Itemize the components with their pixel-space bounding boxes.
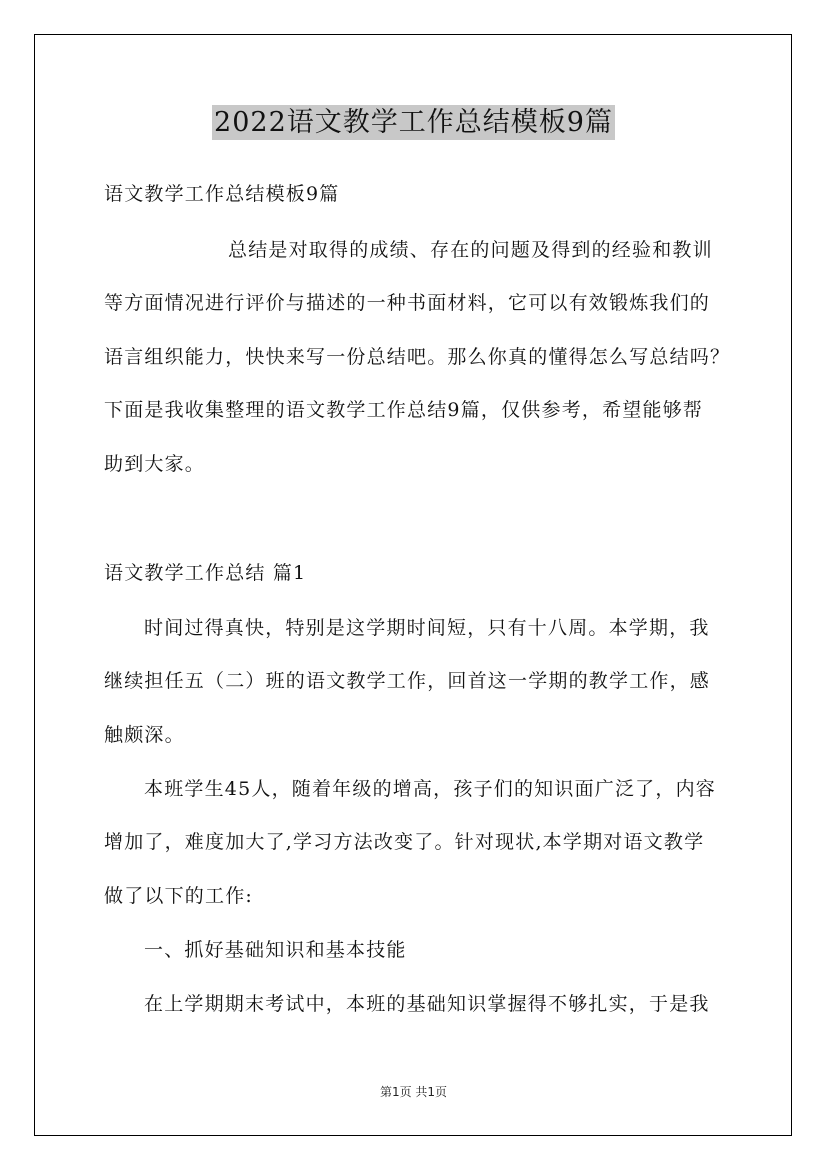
para3-line-1: 在上学期期末考试中，本班的基础知识掌握得不够扎实，于是我 <box>144 993 710 1015</box>
intro-line-1: 总结是对取得的成绩、存在的问题及得到的经验和教训 <box>228 239 713 261</box>
document-title <box>0 100 827 139</box>
page-footer: 第1页 共1页 <box>379 1085 448 1099</box>
document-subtitle: 语文教学工作总结模板9篇 <box>104 183 340 205</box>
intro-line-5: 助到大家。 <box>104 453 206 475</box>
para2-line-1: 本班学生45人，随着年级的增高，孩子们的知识面广泛了，内容 <box>144 778 716 800</box>
document-title-text: 2022语文教学工作总结模板9篇 <box>214 107 613 138</box>
intro-line-2: 等方面情况进行评价与描述的一种书面材料，它可以有效锻炼我们的 <box>104 292 711 314</box>
para1-line-1: 时间过得真快，特别是这学期时间短，只有十八周。本学期，我 <box>144 617 710 639</box>
subheading: 一、抓好基础知识和基本技能 <box>144 939 407 961</box>
intro-line-3: 语言组织能力，快快来写一份总结吧。那么你真的懂得怎么写总结吗？ <box>104 346 731 368</box>
para1-line-2: 继续担任五（二）班的语文教学工作，回首这一学期的教学工作，感 <box>104 670 711 692</box>
intro-line-4: 下面是我收集整理的语文教学工作总结9篇，仅供参考，希望能够帮 <box>104 399 704 421</box>
para2-line-2: 增加了，难度加大了,学习方法改变了。针对现状,本学期对语文教学 <box>104 831 705 853</box>
para1-line-3: 触颇深。 <box>104 724 185 746</box>
section-heading: 语文教学工作总结 篇1 <box>104 562 307 584</box>
para2-line-3: 做了以下的工作: <box>104 885 254 907</box>
